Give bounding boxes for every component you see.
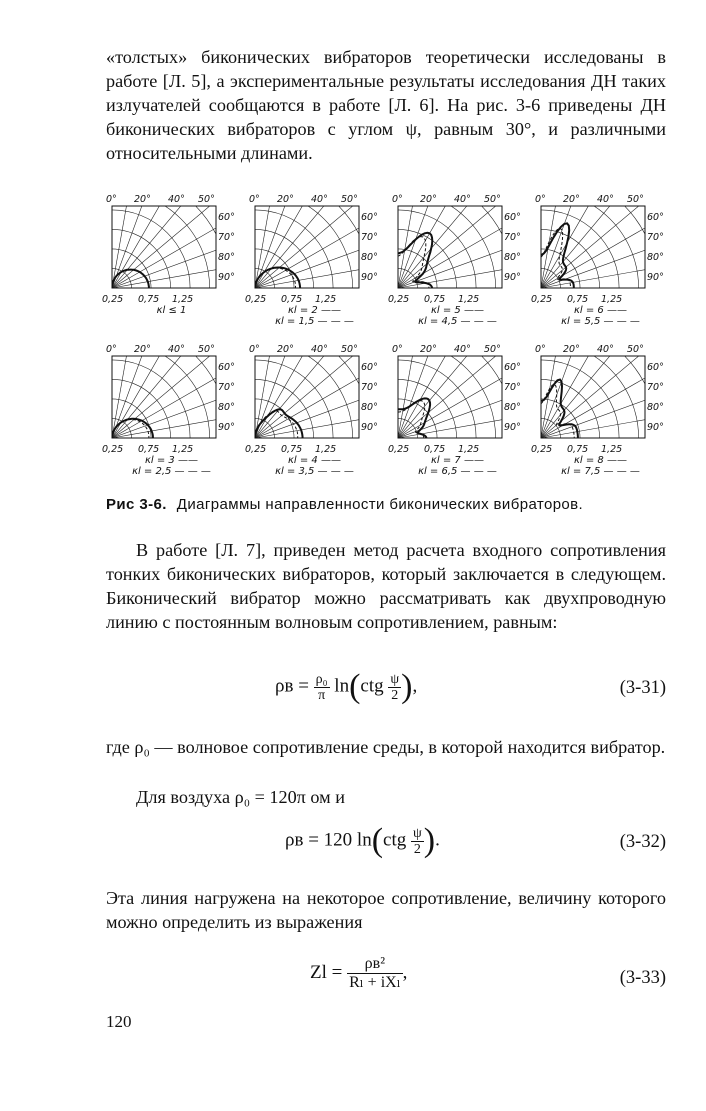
svg-text:40°: 40° xyxy=(311,344,328,355)
svg-text:40°: 40° xyxy=(597,344,614,355)
svg-text:80°: 80° xyxy=(647,402,664,413)
svg-text:70°: 70° xyxy=(218,232,235,243)
diagram-legend xyxy=(386,455,529,477)
formula-ctg: ctg xyxy=(360,675,384,697)
svg-text:80°: 80° xyxy=(647,252,664,263)
legend-solid: κl = 6 —— xyxy=(574,305,627,316)
svg-text:0°: 0° xyxy=(106,344,117,355)
svg-text:1,25: 1,25 xyxy=(315,444,337,455)
formula-ln: ln xyxy=(334,675,350,697)
svg-text:90°: 90° xyxy=(504,272,521,283)
diagram-legend xyxy=(529,305,672,327)
svg-text:0,75: 0,75 xyxy=(281,444,303,455)
svg-text:20°: 20° xyxy=(420,194,437,205)
svg-text:70°: 70° xyxy=(218,382,235,393)
svg-text:40°: 40° xyxy=(311,194,328,205)
legend-solid: κl = 4 —— xyxy=(288,455,341,466)
equation-number-3-32: (3-32) xyxy=(619,832,666,852)
formula-3-33: Zl = $\frac{\text{ρв²}}{\text{Rₗ + iXₗ}}$ , xyxy=(310,955,408,991)
svg-text:1,25: 1,25 xyxy=(172,294,194,305)
svg-text:80°: 80° xyxy=(361,252,378,263)
svg-text:40°: 40° xyxy=(454,344,471,355)
legend-solid: κl ≤ 1 xyxy=(156,305,187,316)
svg-text:0,75: 0,75 xyxy=(138,294,160,305)
svg-text:90°: 90° xyxy=(361,272,378,283)
equation-number-3-33: (3-33) xyxy=(619,968,666,988)
svg-text:20°: 20° xyxy=(277,344,294,355)
svg-text:50°: 50° xyxy=(484,344,501,355)
svg-text:0,75: 0,75 xyxy=(567,294,589,305)
caption-text: Диаграммы направленности биконических вибраторов. xyxy=(176,496,584,513)
polar-grid xyxy=(100,192,243,338)
svg-text:60°: 60° xyxy=(504,212,521,223)
svg-text:1,25: 1,25 xyxy=(458,444,480,455)
page-number: 120 xyxy=(106,1012,132,1031)
legend-dashed: κl = 7,5 — — — xyxy=(561,466,640,477)
legend-solid: κl = 8 —— xyxy=(574,455,627,466)
svg-text:90°: 90° xyxy=(647,272,664,283)
svg-text:20°: 20° xyxy=(420,344,437,355)
radiation-pattern-diagram xyxy=(529,342,672,488)
svg-text:0°: 0° xyxy=(392,344,403,355)
legend-dashed: κl = 1,5 — — — xyxy=(275,316,354,327)
svg-text:50°: 50° xyxy=(341,194,358,205)
svg-text:70°: 70° xyxy=(504,232,521,243)
svg-text:0,25: 0,25 xyxy=(388,294,410,305)
radiation-pattern-diagram xyxy=(386,342,529,488)
svg-text:0,25: 0,25 xyxy=(245,294,267,305)
svg-text:90°: 90° xyxy=(218,422,235,433)
svg-text:0,75: 0,75 xyxy=(138,444,160,455)
svg-text:0,25: 0,25 xyxy=(388,444,410,455)
figure-caption xyxy=(106,496,666,513)
svg-text:0°: 0° xyxy=(249,194,260,205)
svg-text:90°: 90° xyxy=(361,422,378,433)
diagram-legend xyxy=(529,455,672,477)
svg-text:60°: 60° xyxy=(218,362,235,373)
svg-text:20°: 20° xyxy=(563,344,580,355)
svg-text:70°: 70° xyxy=(361,382,378,393)
svg-text:0,75: 0,75 xyxy=(281,294,303,305)
svg-text:90°: 90° xyxy=(218,272,235,283)
diagram-legend xyxy=(243,305,386,327)
formula-3-32: ρв = 120 ln(ctg $\frac{\psi}{2}$ ). xyxy=(285,822,440,859)
paragraph-where: где ρ₀ — волновое сопротивление среды, в которой находится вибратор. xyxy=(106,737,666,757)
diagram-legend xyxy=(100,455,243,477)
legend-solid: κl = 7 —— xyxy=(431,455,484,466)
svg-text:60°: 60° xyxy=(361,362,378,373)
svg-text:0,25: 0,25 xyxy=(531,444,553,455)
svg-text:50°: 50° xyxy=(627,344,644,355)
svg-text:50°: 50° xyxy=(198,344,215,355)
svg-text:1,25: 1,25 xyxy=(172,444,194,455)
svg-text:50°: 50° xyxy=(341,344,358,355)
svg-text:60°: 60° xyxy=(218,212,235,223)
formula-ctg: ctg xyxy=(383,829,407,851)
svg-text:1,25: 1,25 xyxy=(601,294,623,305)
paragraph-air: Для воздуха ρ₀ = 120π ом и xyxy=(136,787,345,807)
equation-number-3-31: (3-31) xyxy=(619,678,666,698)
svg-text:80°: 80° xyxy=(361,402,378,413)
svg-text:20°: 20° xyxy=(134,194,151,205)
svg-text:20°: 20° xyxy=(134,344,151,355)
svg-text:80°: 80° xyxy=(218,402,235,413)
legend-dashed: κl = 5,5 — — — xyxy=(561,316,640,327)
svg-text:40°: 40° xyxy=(168,344,185,355)
paragraph-load: Эта линия нагружена на некоторое сопротивление, величину которого можно определить из выражения xyxy=(106,888,666,932)
formula-lhs: Zl = xyxy=(310,961,343,983)
svg-text:0,25: 0,25 xyxy=(245,444,267,455)
paragraph-intro: «толстых» биконических вибраторов теоретически исследованы в работе [Л. 5], а экспериментальные результаты исследования ДН таких излучателей сообщаются в работе [Л. 6]. На рис. 3-6 приведены ДН биконических вибраторов с углом ψ, равным 30°, и различными относительными длинами. xyxy=(106,47,666,163)
svg-text:0,25: 0,25 xyxy=(531,294,553,305)
radiation-pattern-diagram xyxy=(100,192,243,338)
legend-solid: κl = 3 —— xyxy=(145,455,198,466)
svg-text:0,75: 0,75 xyxy=(567,444,589,455)
svg-text:70°: 70° xyxy=(504,382,521,393)
legend-dashed: κl = 6,5 — — — xyxy=(418,466,497,477)
svg-text:0,75: 0,75 xyxy=(424,294,446,305)
svg-text:60°: 60° xyxy=(647,362,664,373)
svg-text:80°: 80° xyxy=(504,252,521,263)
caption-label: Рис 3-6. xyxy=(106,496,167,513)
svg-text:50°: 50° xyxy=(627,194,644,205)
svg-text:40°: 40° xyxy=(168,194,185,205)
svg-text:60°: 60° xyxy=(361,212,378,223)
svg-text:0°: 0° xyxy=(106,194,117,205)
diagram-legend xyxy=(386,305,529,327)
svg-text:1,25: 1,25 xyxy=(601,444,623,455)
svg-text:20°: 20° xyxy=(563,194,580,205)
svg-text:40°: 40° xyxy=(597,194,614,205)
formula-fraction: $\frac{\text{ρв²}}{\text{Rₗ + iXₗ}}$ xyxy=(349,955,401,991)
svg-text:90°: 90° xyxy=(504,422,521,433)
diagram-legend xyxy=(100,305,243,316)
legend-dashed: κl = 3,5 — — — xyxy=(275,466,354,477)
svg-text:60°: 60° xyxy=(504,362,521,373)
formula-3-31: ρв = $\frac{\text{ρ₀}}{\pi}$ ln(ctg $\frac{\psi}{2}$ ), xyxy=(275,668,418,705)
svg-text:0,75: 0,75 xyxy=(424,444,446,455)
svg-text:1,25: 1,25 xyxy=(315,294,337,305)
svg-text:80°: 80° xyxy=(504,402,521,413)
radiation-pattern-diagram xyxy=(529,192,672,338)
legend-dashed: κl = 4,5 — — — xyxy=(418,316,497,327)
svg-text:50°: 50° xyxy=(484,194,501,205)
svg-text:60°: 60° xyxy=(647,212,664,223)
formula-fraction: $\frac{\text{ρ₀}}{\pi}$ xyxy=(315,671,328,703)
formula-arg: $\frac{\psi}{2}$ xyxy=(413,825,422,857)
svg-text:0°: 0° xyxy=(535,344,546,355)
svg-text:70°: 70° xyxy=(647,382,664,393)
svg-text:80°: 80° xyxy=(218,252,235,263)
svg-text:50°: 50° xyxy=(198,194,215,205)
svg-text:0°: 0° xyxy=(535,194,546,205)
formula-lhs: ρв = 120 ln xyxy=(285,829,372,851)
svg-text:0,25: 0,25 xyxy=(102,444,124,455)
radiation-pattern-diagram xyxy=(100,342,243,488)
diagram-legend xyxy=(243,455,386,477)
svg-text:70°: 70° xyxy=(647,232,664,243)
radiation-pattern-diagram xyxy=(243,342,386,488)
svg-text:70°: 70° xyxy=(361,232,378,243)
legend-dashed: κl = 2,5 — — — xyxy=(132,466,211,477)
svg-text:90°: 90° xyxy=(647,422,664,433)
svg-text:0°: 0° xyxy=(392,194,403,205)
svg-text:0,25: 0,25 xyxy=(102,294,124,305)
legend-solid: κl = 5 —— xyxy=(431,305,484,316)
svg-text:20°: 20° xyxy=(277,194,294,205)
formula-lhs: ρв = xyxy=(275,675,309,697)
formula-arg: $\frac{\psi}{2}$ xyxy=(390,671,400,703)
legend-solid: κl = 2 —— xyxy=(288,305,341,316)
svg-text:40°: 40° xyxy=(454,194,471,205)
radiation-pattern-diagram xyxy=(386,192,529,338)
radiation-pattern-diagram xyxy=(243,192,386,338)
figure-3-6 xyxy=(100,192,675,484)
paragraph-method: В работе [Л. 7], приведен метод расчета входного сопротивления тонких биконических вибраторов, который заключается в следующем. Биконический вибратор можно рассматривать как двухпроводную линию с постоянным волновым сопротивлением, равным: xyxy=(106,540,666,632)
svg-text:1,25: 1,25 xyxy=(458,294,480,305)
svg-text:0°: 0° xyxy=(249,344,260,355)
